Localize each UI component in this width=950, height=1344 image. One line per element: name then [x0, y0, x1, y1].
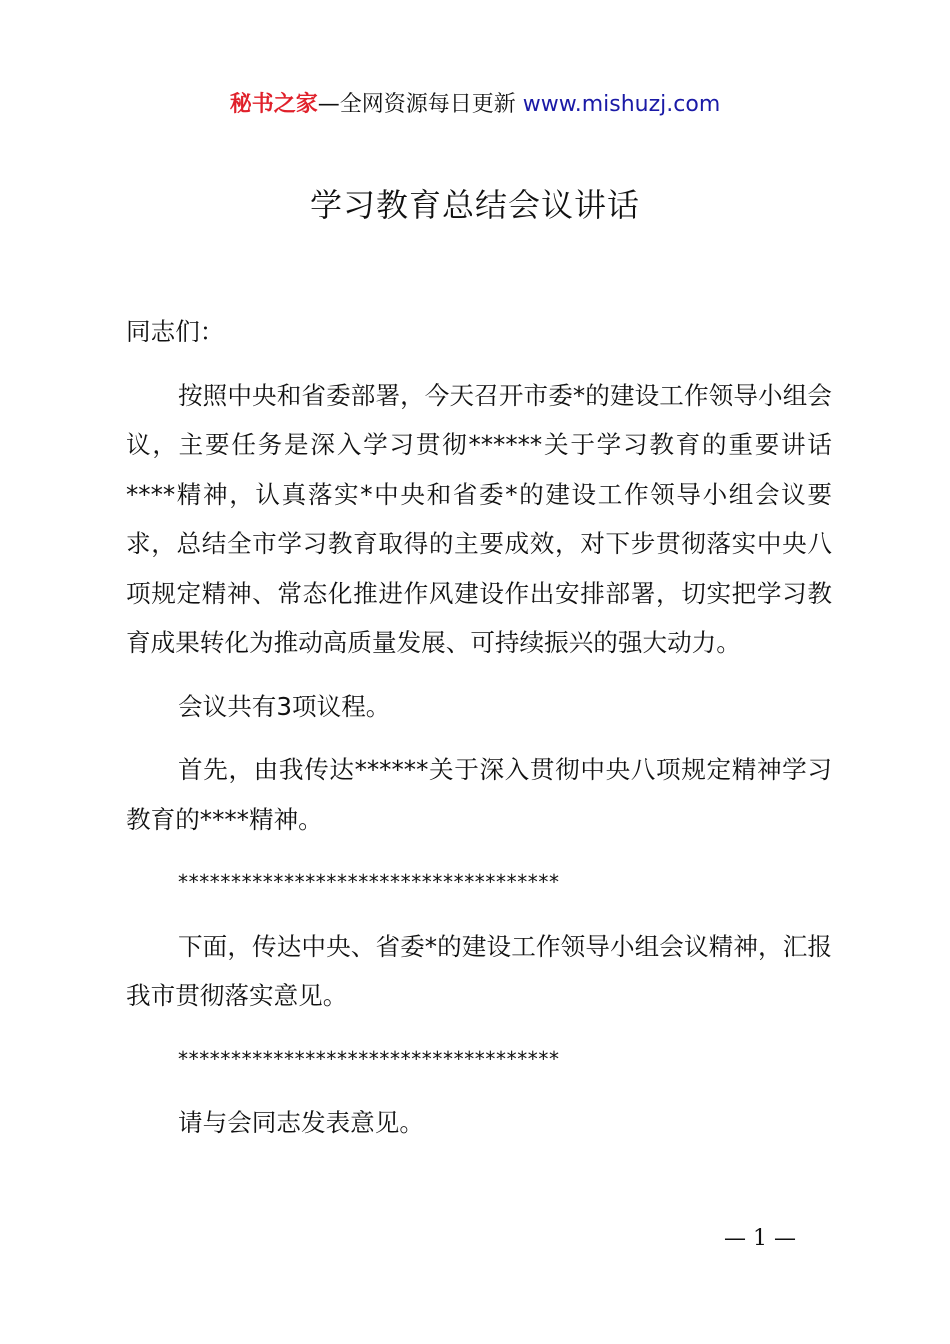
page-number: — 1 —	[724, 1226, 796, 1251]
paragraph-agenda: 会议共有3项议程。	[178, 691, 391, 721]
paragraph-closing: 请与会同志发表意见。	[178, 1108, 424, 1137]
paragraph-intro: 按照中央和省委部署，今天召开市委*的建设工作领导小组会议，主要任务是深入学习贯彻******关于学习教育的重要讲话****精神，认真落实*中央和省委*的建设工作领导小组会议要求，总结全市学习教育取得的主要成效，对下步贯彻落实中央八项规定精神、常态化推进作风建设作出安排部署，切实把学习教育成果转化为推动高质量发展、可持续振兴的强大动力。	[126, 380, 832, 657]
paragraph-first-item: 首先，由我传达******关于深入贯彻中央八项规定精神学习教育的****精神。	[126, 755, 832, 834]
redacted-line: ************************************	[178, 1046, 560, 1071]
site-url-link[interactable]: www.mishuzj.com	[522, 92, 721, 117]
site-header	[0, 88, 950, 122]
header-tagline: —全网资源每日更新	[317, 92, 523, 117]
document-body	[126, 307, 832, 1162]
brand-name: 秘书之家	[229, 92, 318, 117]
document-title: 学习教育总结会议讲话	[309, 186, 640, 224]
greeting: 同志们：	[126, 317, 225, 346]
redacted-line: ************************************	[178, 870, 560, 894]
paragraph-second-item: 下面，传达中央、省委*的建设工作领导小组会议精神，汇报我市贯彻落实意见。	[126, 931, 832, 1010]
